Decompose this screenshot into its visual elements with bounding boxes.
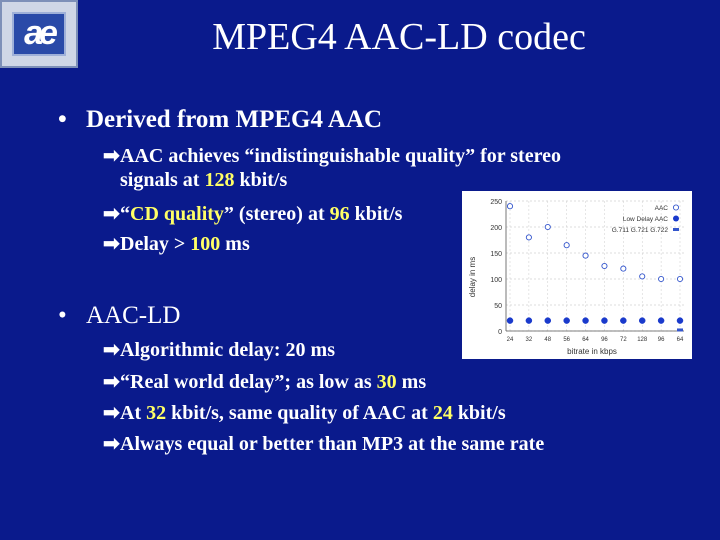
x-axis-label: bitrate in kbps	[567, 347, 617, 356]
logo-mark: ae	[12, 12, 66, 56]
bullet-text: AAC-LD	[86, 302, 181, 329]
low-delay-aac-point	[677, 318, 683, 324]
arrow-icon: ➡	[103, 339, 120, 361]
highlight-value: 32	[146, 402, 167, 424]
bullet-aac-ld	[58, 302, 180, 330]
legend-label: Low Delay AAC	[622, 216, 668, 223]
low-delay-aac-point	[507, 318, 513, 324]
y-tick-label: 150	[490, 251, 502, 258]
sub-text: AAC achieves “indistinguishable quality” for stereo	[120, 145, 561, 167]
aac-point	[659, 276, 664, 281]
slide-title: MPEG4 AAC-LD codec	[212, 16, 586, 58]
legend-marker-g7xx	[673, 228, 679, 231]
low-delay-aac-point	[601, 318, 607, 324]
sub-item-mp3	[103, 432, 544, 456]
highlight-value: 96	[329, 203, 350, 225]
g7xx-point	[677, 328, 683, 331]
highlight-text: CD quality	[130, 203, 224, 225]
arrow-icon: ➡	[103, 203, 120, 225]
y-tick-label: 0	[498, 329, 502, 336]
x-tick-label: 128	[637, 337, 648, 343]
low-delay-aac-point	[583, 318, 589, 324]
sub-text: Algorithmic delay: 20 ms	[120, 339, 335, 361]
x-tick-label: 72	[619, 337, 627, 343]
y-axis-label: delay in ms	[468, 256, 477, 298]
aac-point	[507, 204, 512, 209]
arrow-icon: ➡	[103, 145, 120, 167]
sub-item-aac-quality	[103, 144, 561, 192]
legend-label: G.711 G.721 G.722	[611, 227, 668, 234]
aac-point	[545, 224, 550, 229]
legend-label: AAC	[654, 205, 668, 212]
x-tick-label: 96	[657, 337, 665, 343]
legend-marker-aac	[673, 205, 678, 210]
delay-chart	[462, 191, 692, 359]
company-logo	[0, 0, 78, 68]
arrow-icon: ➡	[103, 402, 120, 424]
highlight-value: 30	[376, 371, 397, 393]
aac-point	[640, 274, 645, 279]
legend-marker-low-delay-aac	[673, 216, 679, 222]
low-delay-aac-point	[620, 318, 626, 324]
bullet-derived	[58, 106, 382, 134]
sub-text: Always equal or better than MP3 at the same rate	[120, 433, 545, 455]
bullet-dot: •	[58, 302, 67, 329]
x-tick-label: 64	[676, 337, 684, 343]
arrow-icon: ➡	[103, 233, 120, 255]
sub-text-line2: signals at 128 kbit/s	[120, 169, 288, 191]
sub-item-cd-quality: ➡“CD quality” (stereo) at 96 kbit/s	[103, 203, 403, 225]
aac-point	[526, 235, 531, 240]
low-delay-aac-point	[526, 318, 532, 324]
aac-point	[602, 263, 607, 268]
x-tick-label: 48	[544, 337, 552, 343]
arrow-icon: ➡	[103, 371, 120, 393]
sub-item-32kbps: ➡At 32 kbit/s, same quality of AAC at 24 kbit/s	[103, 402, 506, 424]
highlight-value: 24	[432, 402, 453, 424]
sub-item-algorithmic-delay	[103, 338, 335, 362]
x-tick-label: 32	[525, 337, 533, 343]
low-delay-aac-point	[658, 318, 664, 324]
highlight-value: 100	[190, 233, 221, 255]
y-tick-label: 200	[490, 225, 502, 232]
delay-chart-svg	[462, 191, 692, 359]
aac-point	[621, 266, 626, 271]
highlight-value: 128	[204, 169, 235, 191]
sub-item-delay: ➡Delay > 100 ms	[103, 233, 250, 255]
aac-point	[583, 253, 588, 258]
x-tick-label: 24	[506, 337, 514, 343]
aac-point	[677, 276, 682, 281]
x-tick-label: 56	[563, 337, 571, 343]
sub-item-real-world-delay: ➡“Real world delay”; as low as 30 ms	[103, 371, 427, 393]
low-delay-aac-point	[564, 318, 570, 324]
arrow-icon: ➡	[103, 433, 120, 455]
aac-point	[564, 243, 569, 248]
y-tick-label: 100	[490, 277, 502, 284]
x-tick-label: 64	[582, 337, 589, 343]
y-tick-label: 250	[490, 199, 502, 206]
bullet-text: Derived from MPEG4 AAC	[86, 106, 383, 133]
bullet-dot: •	[58, 106, 67, 133]
y-tick-label: 50	[494, 303, 502, 310]
x-tick-label: 96	[601, 337, 608, 343]
low-delay-aac-point	[639, 318, 645, 324]
low-delay-aac-point	[545, 318, 551, 324]
